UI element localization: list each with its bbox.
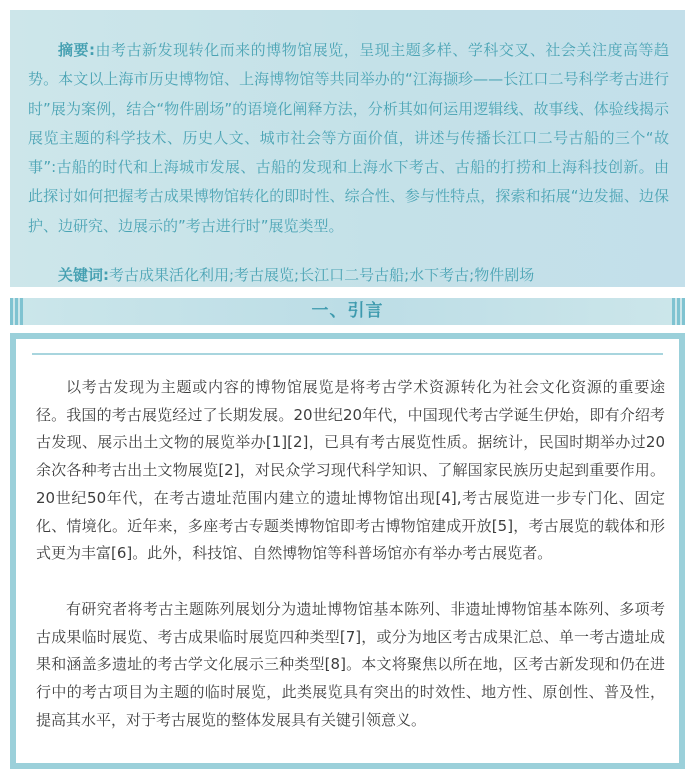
abstract-panel [10, 10, 685, 287]
abstract-paragraph [28, 36, 669, 241]
paragraph-1: 以考古发现为主题或内容的博物馆展览是将考古学术资源转化为社会文化资源的重要途径。我国的考古展览经过了长期发展。20世纪20年代，中国现代考古学诞生伊始，即有介绍考古发现、展示出土文物的展览举办[1][2]，已具有考古展览性质。据统计，民国时期举办过20余次各种考古出土文物展览[2]，对民众学习现代科学知识、了解国家民族历史起到重要作用。20世纪50年代，在考古遗址范围内建立的遗址博物馆出现[4],考古展览进一步专门化、固定化、情境化。近年来，多座考古专题类博物馆即考古博物馆建成开放[5]，考古展览的载体和形式更为丰富[6]。此外，科技馆、自然博物馆等科普场馆亦有举办考古展览者。 [36, 378, 665, 563]
abstract-text: 由考古新发现转化而来的博物馆展览，呈现主题多样、学科交叉、社会关注度高等趋势。本文以上海市历史博物馆、上海博物馆等共同举办的“江海撷珍——长江口二号科学考古进行时”展为案例，结合“物件剧场”的语境化阐释方法，分析其如何运用逻辑线、故事线、体验线揭示展览主题的科学技术、历史人文、城市社会等方面价值，讲述与传播长江口二号古船的三个“故事”:古船的时代和上海城市发展、古船的发现和上海水下考古、古船的打捞和上海科技创新。由此探讨如何把握考古成果博物馆转化的即时性、综合性、参与性特点，探索和拓展“边发掘、边保护、边研究、边展示的”考古进行时”展览类型。 [28, 41, 669, 235]
keywords-paragraph [28, 261, 669, 290]
keywords-text: 考古成果活化利用;考古展览;长江口二号古船;水下考古;物件剧场 [109, 266, 535, 285]
section-title: 一、引言 [311, 301, 384, 321]
section-body [36, 374, 665, 734]
abstract-label: 摘要: [58, 41, 96, 59]
keywords-label: 关键词: [58, 266, 109, 285]
section-content-frame [10, 333, 685, 769]
divider [32, 353, 663, 355]
paragraph-2: 有研究者将考古主题陈列展划分为遗址博物馆基本陈列、非遗址博物馆基本陈列、多项考古成果临时展览、考古成果临时展览四种类型[7]，或分为地区考古成果汇总、单一考古遗址成果和涵盖多遗址的考古学文化展示三种类型[8]。本文将聚焦以所在地，区考古新发现和仍在进行中的考古项目为主题的临时展览，此类展览具有突出的时效性、地方性、原创性、普及性，提高其水平，对于考古展览的整体发展具有关键引领意义。 [36, 599, 665, 729]
section-heading-bar [10, 298, 685, 325]
